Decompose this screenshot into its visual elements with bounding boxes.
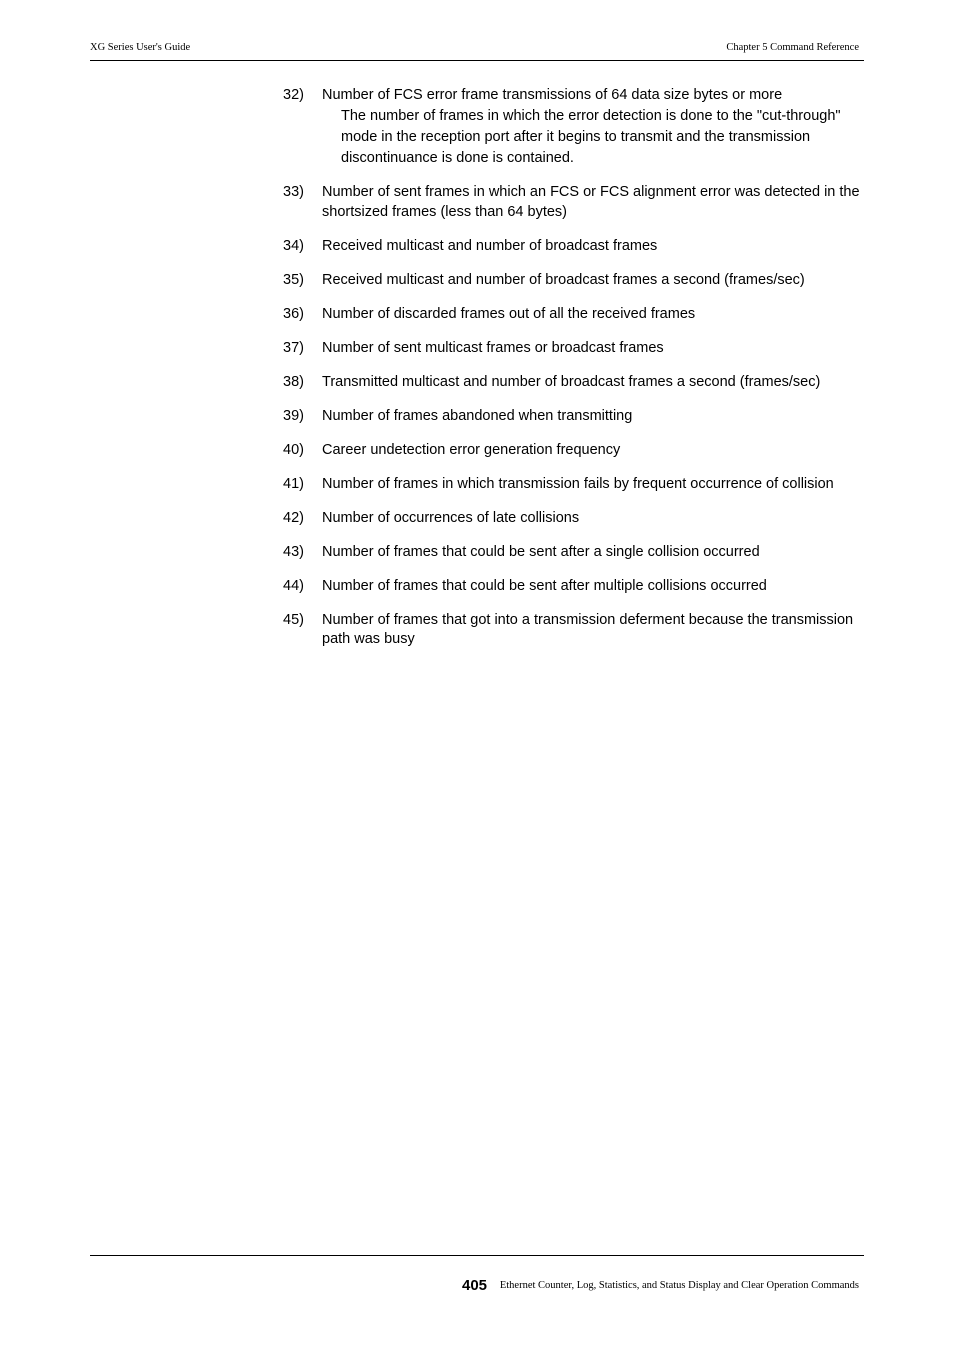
item-number: 36) [283,305,304,322]
footer-section-title: Ethernet Counter, Log, Statistics, and Status Display and Clear Operation Commands [499,1280,859,1291]
item-description: The number of frames in which the error detection is done to the "cut-through" mode in the reception port after it begins to transmit and the transmission discontinuance is done is contained. [341,107,841,166]
item-number: 45) [283,611,304,628]
item-number: 35) [283,271,304,288]
list-item-45 [283,611,868,650]
item-text: Number of sent multicast frames or broadcast frames [322,339,664,356]
document-title: XG Series User's Guide [90,42,191,53]
item-number: 44) [283,577,304,594]
list-item-36 [283,305,868,325]
item-number: 40) [283,441,304,458]
list-item-33 [283,183,868,222]
item-text: Number of frames abandoned when transmitting [322,407,633,424]
list-item-39 [283,407,868,427]
item-text: Number of frames in which transmission fails by frequent occurrence of collision [322,475,834,492]
item-number: 43) [283,543,304,560]
running-header [90,42,864,61]
item-number: 33) [283,184,304,200]
item-number: 34) [283,237,304,254]
item-text: Number of discarded frames out of all the received frames [322,305,696,322]
item-text: Number of frames that got into a transmission deferment because the transmission path was busy [322,611,854,647]
list-item-35 [283,271,868,291]
item-text: Received multicast and number of broadcast frames [322,237,658,254]
item-text: Number of frames that could be sent after a single collision occurred [322,543,760,560]
item-text: Number of sent frames in which an FCS or FCS alignment error was detected in the shortsized frames (less than 64 bytes) [322,184,860,220]
item-text: Number of occurrences of late collisions [322,509,580,526]
list-item-44 [283,577,868,597]
list-item-38 [283,373,868,393]
item-text: Number of FCS error frame transmissions of 64 data size bytes or more [322,87,783,103]
counter-list [283,86,868,664]
item-number: 39) [283,407,304,424]
list-item-41 [283,475,868,495]
item-number: 42) [283,509,304,526]
list-item-40 [283,441,868,461]
item-number: 41) [283,475,304,492]
list-item-43 [283,543,868,563]
list-item-42 [283,509,868,529]
list-item-32 [283,86,868,169]
item-text: Career undetection error generation frequency [322,441,621,458]
item-number: 32) [283,87,304,103]
item-text: Transmitted multicast and number of broadcast frames a second (frames/sec) [322,373,821,390]
item-number: 37) [283,339,304,356]
item-text: Number of frames that could be sent after multiple collisions occurred [322,577,767,594]
page-number: 405 [462,1277,488,1294]
footer-divider [90,1255,864,1256]
list-item-37 [283,339,868,359]
list-item-34 [283,237,868,257]
chapter-title: Chapter 5 Command Reference [726,42,859,53]
item-number: 38) [283,373,304,390]
item-text: Received multicast and number of broadcast frames a second (frames/sec) [322,271,805,288]
